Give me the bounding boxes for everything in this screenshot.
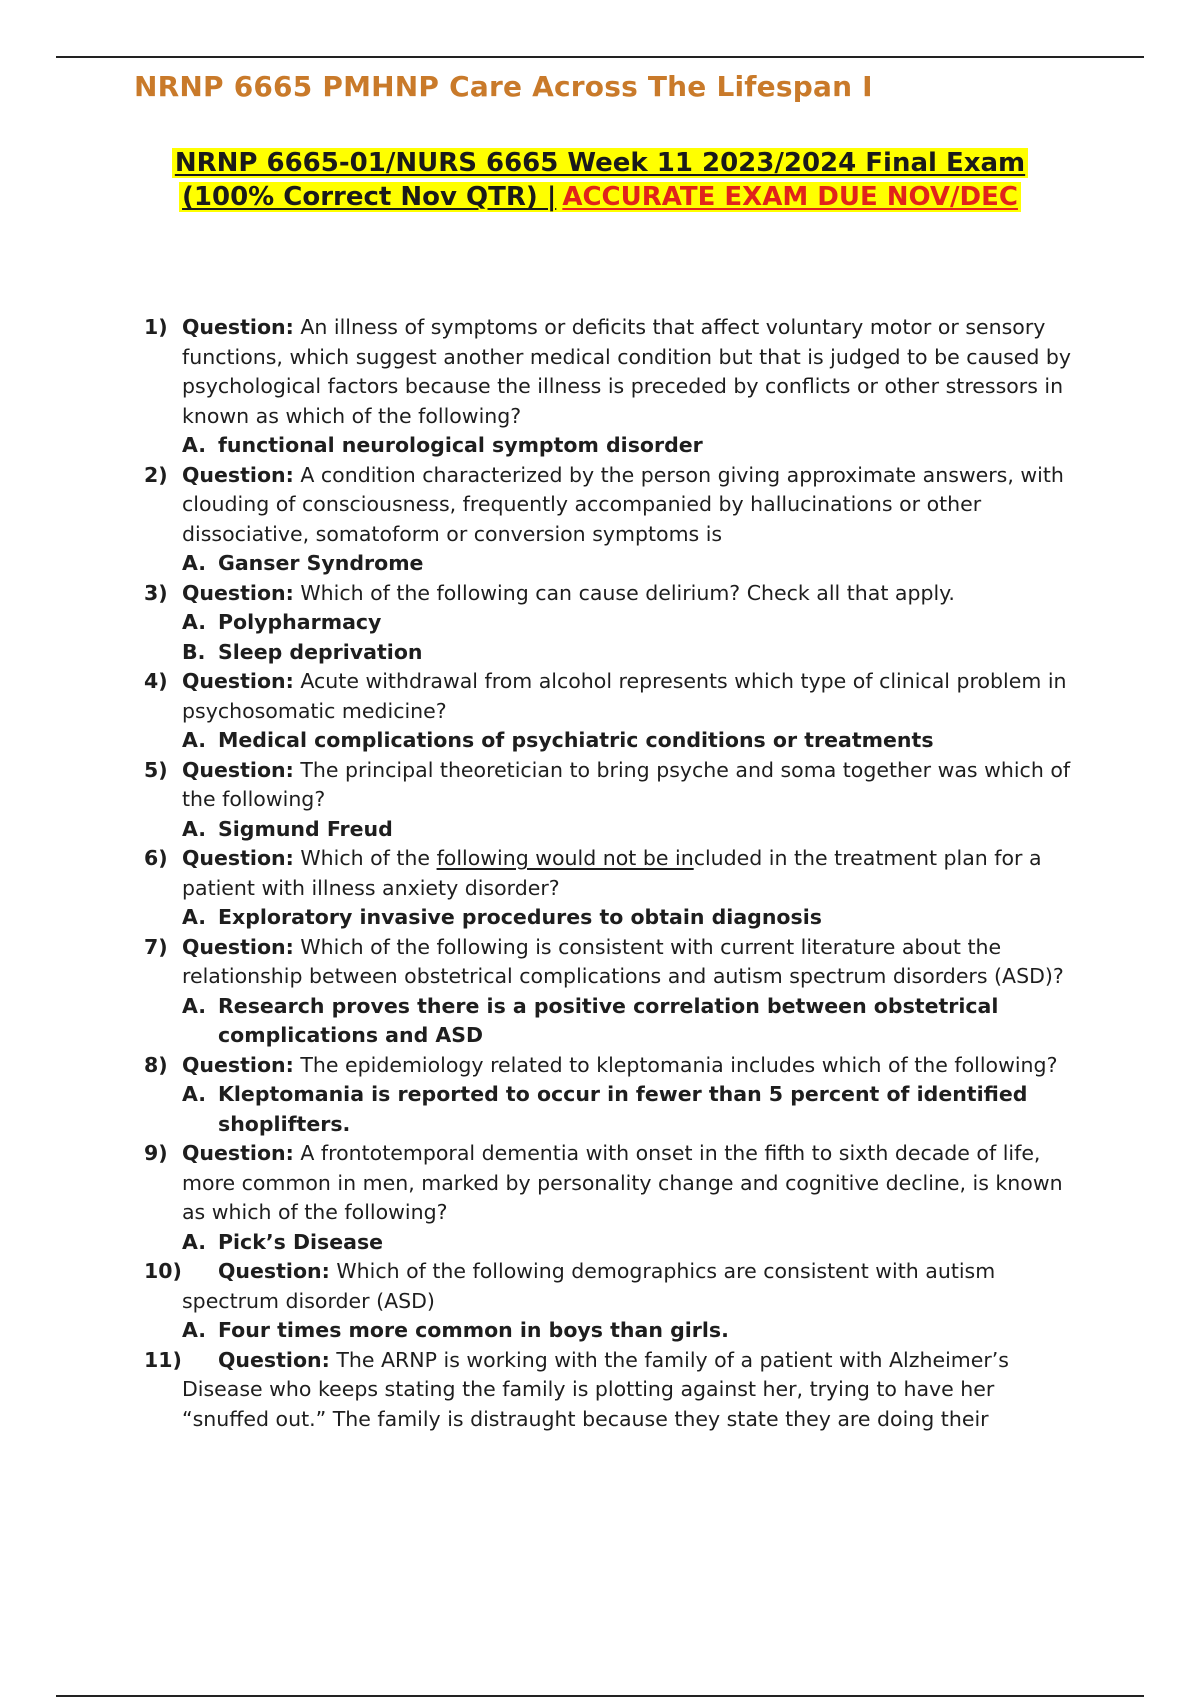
- answer-text: Ganser Syndrome: [218, 551, 424, 575]
- exam-title-line2-red: ACCURATE EXAM DUE NOV/DEC: [559, 182, 1021, 212]
- answer-text: Polypharmacy: [218, 610, 382, 634]
- answer-letter: A.: [182, 1229, 207, 1254]
- question-number: 7): [144, 934, 168, 959]
- answer-list: [182, 431, 1084, 461]
- question-text-after: cluded in the treatment plan for a patient with illness anxiety disorder?: [182, 846, 1042, 900]
- question-label: Question:: [182, 315, 294, 339]
- answer-item: [182, 992, 1084, 1051]
- question-number: 4): [144, 669, 168, 693]
- answer-item: [182, 1228, 1084, 1258]
- question-item: [144, 579, 1084, 668]
- course-title: NRNP 6665 PMHNP Care Across The Lifespan I: [134, 70, 873, 103]
- answer-list: [182, 992, 1084, 1051]
- answer-letter: A.: [182, 905, 207, 929]
- answer-list: [182, 1228, 1084, 1258]
- question-number: 5): [144, 757, 168, 782]
- question-label: Question:: [182, 669, 294, 693]
- question-item: [144, 1257, 1084, 1346]
- question-text-block: [182, 1139, 1084, 1228]
- question-text-block: [182, 756, 1084, 815]
- answer-text: functional neurological symptom disorder: [218, 433, 703, 457]
- question-label: Question:: [182, 1141, 294, 1165]
- question-item: [144, 1051, 1084, 1140]
- question-number: 3): [144, 580, 168, 605]
- answer-letter: A.: [182, 993, 207, 1018]
- answer-list: [182, 608, 1084, 667]
- question-text: Which of the following is consistent with current literature about the relationship between obstetrical complications and autism spectrum disorders (ASD)?: [182, 934, 1064, 988]
- question-item: [144, 313, 1084, 461]
- bottom-rule: [56, 1695, 1144, 1697]
- question-label: Question:: [182, 1052, 294, 1077]
- question-text: Which of the following demographics are consistent with autism spectrum disorder (ASD): [182, 1259, 996, 1313]
- question-text-block: [182, 667, 1084, 726]
- question-label: Question:: [182, 846, 294, 870]
- answer-list: [182, 726, 1084, 756]
- question-text: Which of the following can cause delirium? Check all that apply.: [300, 580, 955, 605]
- answer-letter: A.: [182, 433, 207, 457]
- answer-item: [182, 608, 1084, 638]
- question-text: A condition characterized by the person giving approximate answers, with clouding of consciousness, frequently accompanied by hallucinations or other dissociative, somatoform or conversion symptoms is: [182, 462, 1064, 546]
- question-text-block: [182, 844, 1084, 903]
- question-text-block: [182, 461, 1084, 550]
- answer-letter: B.: [182, 639, 206, 664]
- exam-title-line2-black: (100% Correct Nov QTR) |: [179, 182, 559, 212]
- question-item: [144, 667, 1084, 756]
- question-item: [144, 756, 1084, 845]
- top-rule: [56, 56, 1144, 58]
- exam-title: [60, 146, 1140, 214]
- answer-text: Sigmund Freud: [218, 816, 393, 841]
- answer-item: [182, 1316, 1084, 1346]
- answer-item: [182, 903, 1084, 933]
- question-number: 6): [144, 846, 168, 870]
- question-text-block: [182, 313, 1084, 431]
- answer-text: Pick’s Disease: [218, 1229, 384, 1254]
- question-text-before: Which of the: [300, 846, 437, 870]
- answer-text: Research proves there is a positive correlation between obstetrical complications and ASD: [218, 993, 999, 1047]
- question-number: 2): [144, 462, 168, 487]
- answer-item: [182, 638, 1084, 668]
- question-label: Question:: [218, 1347, 330, 1372]
- question-label: Question:: [182, 462, 294, 487]
- question-number: 1): [144, 315, 168, 339]
- question-item: [144, 844, 1084, 933]
- answer-item: [182, 549, 1084, 579]
- answer-list: [182, 549, 1084, 579]
- answer-letter: A.: [182, 610, 207, 634]
- answer-list: [182, 1080, 1084, 1139]
- answer-letter: A.: [182, 551, 207, 575]
- question-item: [144, 1346, 1084, 1435]
- answer-list: [182, 903, 1084, 933]
- question-text: A frontotemporal dementia with onset in the fifth to sixth decade of life, more common in men, marked by personality change and cognitive decline, is known as which of the following?: [182, 1141, 1063, 1224]
- answer-text: Exploratory invasive procedures to obtain diagnosis: [218, 905, 822, 929]
- question-number: 11): [144, 1347, 182, 1372]
- answer-list: [182, 1316, 1084, 1346]
- question-label: Question:: [182, 757, 294, 782]
- question-item: [144, 933, 1084, 1051]
- question-label: Question:: [182, 934, 294, 959]
- question-number: 9): [144, 1141, 168, 1165]
- question-text-block: [182, 1346, 1084, 1435]
- question-text-block: [182, 1257, 1084, 1316]
- question-number: 8): [144, 1052, 168, 1077]
- question-text-underlined: following would not be in: [436, 846, 694, 870]
- question-number: 10): [144, 1259, 182, 1283]
- answer-item: [182, 431, 1084, 461]
- answer-item: [182, 815, 1084, 845]
- question-text: The epidemiology related to kleptomania includes which of the following?: [300, 1052, 1058, 1077]
- question-item: [144, 461, 1084, 579]
- answer-text: Four times more common in boys than girls.: [218, 1318, 729, 1342]
- answer-text: Medical complications of psychiatric conditions or treatments: [218, 728, 934, 752]
- question-list: [144, 313, 1084, 1434]
- question-text-block: [182, 579, 1084, 609]
- answer-item: [182, 726, 1084, 756]
- answer-letter: A.: [182, 816, 207, 841]
- answer-text: Sleep deprivation: [218, 639, 423, 664]
- question-text: Acute withdrawal from alcohol represents which type of clinical problem in psychosomatic medicine?: [182, 669, 1067, 723]
- question-text: The principal theoretician to bring psyche and soma together was which of the following?: [182, 757, 1071, 811]
- question-text: An illness of symptoms or deficits that affect voluntary motor or sensory functions, which suggest another medical condition but that is judged to be caused by psychological factors because the illness is preceded by conflicts or other stressors in known as which of the following?: [182, 315, 1072, 428]
- question-text-block: [182, 933, 1084, 992]
- answer-text: Kleptomania is reported to occur in fewer than 5 percent of identified shoplifters.: [218, 1082, 1028, 1136]
- question-label: Question:: [218, 1259, 330, 1283]
- exam-title-line1: NRNP 6665-01/NURS 6665 Week 11 2023/2024 Final Exam: [172, 148, 1028, 178]
- question-text: The ARNP is working with the family of a patient with Alzheimer’s Disease who keeps stating the family is plotting against her, trying to have her “snuffed out.” The family is distraught because they state they are doing their: [182, 1347, 1009, 1431]
- answer-letter: A.: [182, 1082, 207, 1106]
- answer-item: [182, 1080, 1084, 1139]
- answer-list: [182, 815, 1084, 845]
- question-item: [144, 1139, 1084, 1257]
- answer-letter: A.: [182, 728, 207, 752]
- answer-letter: A.: [182, 1318, 207, 1342]
- question-text-block: [182, 1051, 1084, 1081]
- question-label: Question:: [182, 580, 294, 605]
